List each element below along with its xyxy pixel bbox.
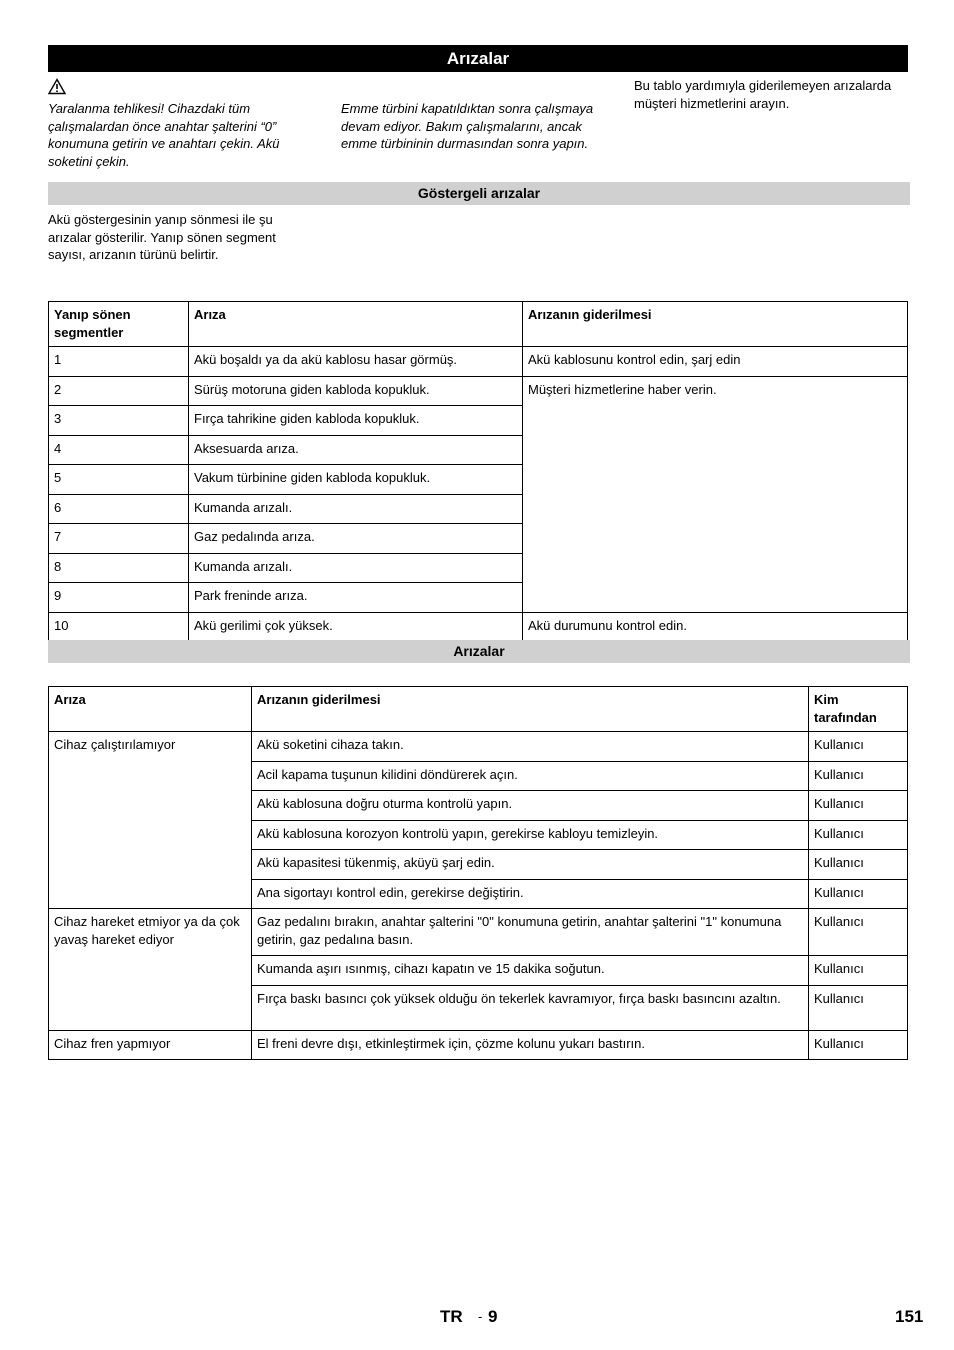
table-row bbox=[49, 347, 908, 377]
page-title: Arızalar bbox=[48, 45, 908, 72]
footer-dash: - bbox=[478, 1309, 483, 1324]
remedy-cell: Gaz pedalını bırakın, anahtar şalterini "0" konumuna getirin, anahtar şalterini "1" konumuna getirin, gaz pedalına basın. bbox=[252, 909, 809, 956]
fault-cell: Cihaz çalıştırılamıyor bbox=[49, 732, 252, 909]
by-cell: Kullanıcı bbox=[809, 820, 908, 850]
by-cell: Kullanıcı bbox=[809, 909, 908, 956]
segments-cell: 9 bbox=[49, 583, 189, 613]
indicator-faults-heading: Göstergeli arızalar bbox=[48, 182, 910, 205]
fault-cell: Aksesuarda arıza. bbox=[189, 435, 523, 465]
remedy-cell: El freni devre dışı, etkinleştirmek için, çözme kolunu yukarı bastırın. bbox=[252, 1030, 809, 1060]
segments-cell: 5 bbox=[49, 465, 189, 495]
page-number: 151 bbox=[895, 1307, 924, 1326]
faults-table bbox=[48, 686, 908, 1060]
column-header: Yanıp sönen segmentler bbox=[49, 302, 189, 347]
warning-text: Yaralanma tehlikesi! Cihazdaki tüm çalışmalardan önce anahtar şalterini “0” konumuna getirin ve anahtarı çekin. Akü soketini çekin. bbox=[48, 101, 280, 169]
segments-cell: 7 bbox=[49, 524, 189, 554]
segments-cell: 10 bbox=[49, 612, 189, 642]
segments-cell: 4 bbox=[49, 435, 189, 465]
by-cell: Kullanıcı bbox=[809, 956, 908, 986]
fault-cell: Kumanda arızalı. bbox=[189, 494, 523, 524]
fault-cell: Cihaz hareket etmiyor ya da çok yavaş hareket ediyor bbox=[49, 909, 252, 1031]
remedy-cell: Kumanda aşırı ısınmış, cihazı kapatın ve 15 dakika soğutun. bbox=[252, 956, 809, 986]
table-header-row bbox=[49, 687, 908, 732]
service-note: Bu tablo yardımıyla giderilemeyen arızalarda müşteri hizmetlerini arayın. bbox=[634, 78, 892, 111]
footer-language: TR bbox=[440, 1307, 463, 1326]
remedy-cell: Akü kablosuna doğru oturma kontrolü yapın. bbox=[252, 791, 809, 821]
by-cell: Kullanıcı bbox=[809, 761, 908, 791]
by-cell: Kullanıcı bbox=[809, 732, 908, 762]
by-cell: Kullanıcı bbox=[809, 985, 908, 1030]
remedy-cell: Akü durumunu kontrol edin. bbox=[523, 612, 908, 642]
by-cell: Kullanıcı bbox=[809, 879, 908, 909]
segments-cell: 8 bbox=[49, 553, 189, 583]
fault-cell: Akü boşaldı ya da akü kablosu hasar görmüş. bbox=[189, 347, 523, 377]
fault-cell: Gaz pedalında arıza. bbox=[189, 524, 523, 554]
footer-section-page: 9 bbox=[488, 1307, 498, 1326]
faults-heading: Arızalar bbox=[48, 640, 910, 663]
by-cell: Kullanıcı bbox=[809, 1030, 908, 1060]
indicator-description: Akü göstergesinin yanıp sönmesi ile şu arızalar gösterilir. Yanıp sönen segment sayısı, arızanın türünü belirtir. bbox=[48, 212, 276, 262]
remedy-cell: Akü kablosunu kontrol edin, şarj edin bbox=[523, 347, 908, 377]
remedy-cell: Acil kapama tuşunun kilidini döndürerek açın. bbox=[252, 761, 809, 791]
fault-cell: Fırça tahrikine giden kabloda kopukluk. bbox=[189, 406, 523, 436]
remedy-cell: Akü soketini cihaza takın. bbox=[252, 732, 809, 762]
column-header: Kim tarafından bbox=[809, 687, 908, 732]
table-header-row bbox=[49, 302, 908, 347]
by-cell: Kullanıcı bbox=[809, 791, 908, 821]
fault-cell: Vakum türbinine giden kabloda kopukluk. bbox=[189, 465, 523, 495]
fault-cell: Park freninde arıza. bbox=[189, 583, 523, 613]
remedy-cell: Akü kapasitesi tükenmiş, aküyü şarj edin. bbox=[252, 850, 809, 880]
column-header: Arıza bbox=[49, 687, 252, 732]
segments-cell: 2 bbox=[49, 376, 189, 406]
remedy-cell: Müşteri hizmetlerine haber verin. bbox=[523, 376, 908, 612]
segments-cell: 3 bbox=[49, 406, 189, 436]
fault-cell: Sürüş motoruna giden kabloda kopukluk. bbox=[189, 376, 523, 406]
table-row bbox=[49, 909, 908, 956]
remedy-cell: Ana sigortayı kontrol edin, gerekirse değiştirin. bbox=[252, 879, 809, 909]
segments-cell: 6 bbox=[49, 494, 189, 524]
fault-cell: Akü gerilimi çok yüksek. bbox=[189, 612, 523, 642]
column-header: Arızanın giderilmesi bbox=[523, 302, 908, 347]
column-header: Arıza bbox=[189, 302, 523, 347]
turbine-note: Emme türbini kapatıldıktan sonra çalışmaya devam ediyor. Bakım çalışmalarını, ancak emme türbininin durmasından sonra yapın. bbox=[341, 101, 594, 151]
warning-triangle-icon bbox=[48, 78, 66, 95]
by-cell: Kullanıcı bbox=[809, 850, 908, 880]
indicator-faults-table bbox=[48, 301, 908, 642]
fault-cell: Kumanda arızalı. bbox=[189, 553, 523, 583]
table-row bbox=[49, 376, 908, 406]
remedy-cell: Akü kablosuna korozyon kontrolü yapın, gerekirse kabloyu temizleyin. bbox=[252, 820, 809, 850]
table-row bbox=[49, 1030, 908, 1060]
table-row bbox=[49, 732, 908, 762]
fault-cell: Cihaz fren yapmıyor bbox=[49, 1030, 252, 1060]
table-row bbox=[49, 612, 908, 642]
column-header: Arızanın giderilmesi bbox=[252, 687, 809, 732]
segments-cell: 1 bbox=[49, 347, 189, 377]
remedy-cell: Fırça baskı basıncı çok yüksek olduğu ön tekerlek kavramıyor, fırça baskı basıncını azaltın. bbox=[252, 985, 809, 1030]
